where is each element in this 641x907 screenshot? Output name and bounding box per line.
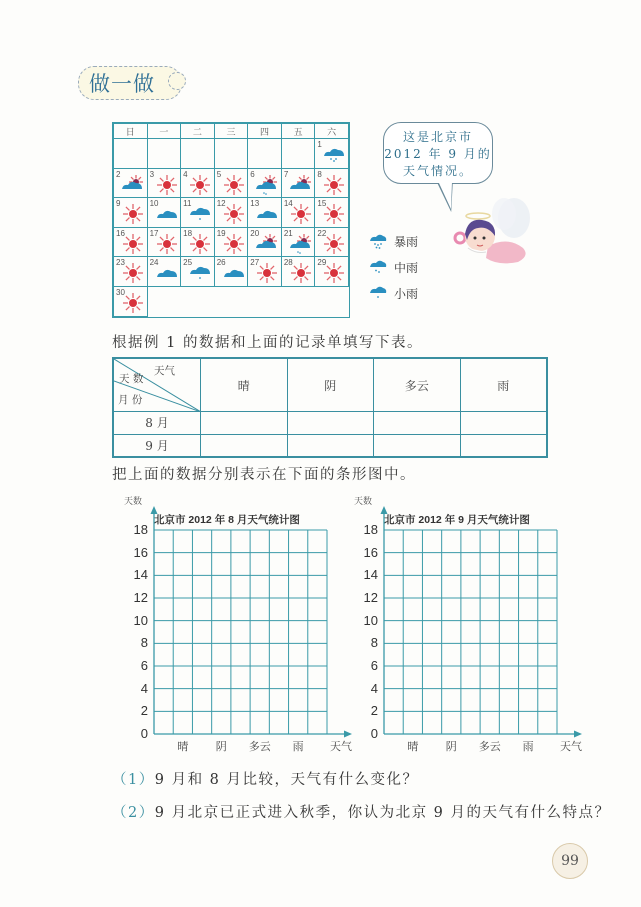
corner-label-days: 天 数 — [119, 373, 144, 385]
calendar-day — [114, 198, 148, 228]
calendar-day — [114, 257, 148, 287]
answer-cell[interactable] — [460, 434, 547, 457]
y-tick-label: 4 — [370, 680, 378, 696]
heavy-rain-icon — [323, 144, 345, 166]
question-1 — [112, 768, 419, 789]
calendar-empty — [214, 139, 248, 169]
sunny-icon — [122, 262, 144, 284]
answer-cell[interactable] — [287, 434, 374, 457]
question-2 — [112, 801, 611, 822]
y-tick-label: 6 — [140, 658, 148, 673]
calendar-day — [281, 257, 315, 287]
day-number: 15 — [317, 199, 327, 209]
x-category-label: 雨 — [522, 740, 534, 753]
y-tick-label: 6 — [370, 658, 378, 673]
calendar-empty — [248, 139, 282, 169]
answer-cell[interactable] — [201, 412, 288, 435]
calendar-empty — [114, 139, 148, 169]
chart-title: 北京市 2012 年 8 月天气统计图 — [154, 514, 300, 526]
day-number: 20 — [250, 228, 260, 238]
column-header-cloudy: 多云 — [374, 359, 461, 412]
day-number: 18 — [183, 228, 193, 238]
chart-august — [112, 494, 352, 764]
y-tick-label: 2 — [370, 703, 378, 719]
y-tick-label: 8 — [140, 635, 148, 651]
calendar-empty — [147, 286, 348, 316]
calendar-day — [315, 198, 349, 228]
calendar-day — [248, 168, 282, 198]
corner-label-weather: 天气 — [154, 365, 175, 377]
calendar-day — [281, 198, 315, 228]
table-row — [114, 412, 547, 435]
sunny-icon — [189, 233, 211, 255]
question-number: （1） — [112, 772, 155, 788]
x-category-label: 多云 — [478, 740, 501, 753]
sunny-icon — [290, 203, 312, 225]
calendar-empty — [281, 139, 315, 169]
day-number: 25 — [183, 258, 193, 268]
sunny-icon — [122, 233, 144, 255]
column-header-sunny: 晴 — [201, 359, 288, 412]
section-badge-label: 做一做 — [89, 72, 155, 96]
day-number: 6 — [250, 169, 255, 179]
y-tick-label: 8 — [370, 635, 378, 651]
calendar-week — [114, 227, 349, 257]
overcast-icon — [156, 203, 178, 225]
weekday-header: 三 — [214, 124, 248, 139]
question-text: 9 月北京已正式进入秋季，你认为北京 9 月的天气有什么特点？ — [154, 805, 611, 821]
day-number: 13 — [250, 199, 260, 209]
day-number: 28 — [283, 258, 293, 268]
light-rain-icon — [189, 203, 211, 225]
sunny-icon — [122, 292, 144, 314]
x-category-label: 晴 — [407, 740, 419, 753]
light-rain-icon — [189, 262, 211, 284]
cloudy-sun-rain-icon — [256, 174, 278, 196]
day-number: 21 — [283, 228, 293, 238]
y-tick-label: 14 — [133, 567, 148, 583]
table-corner-header — [114, 359, 201, 412]
overcast-icon — [156, 262, 178, 284]
x-category-label: 晴 — [177, 740, 189, 753]
day-number: 24 — [149, 258, 159, 268]
sunny-icon — [323, 262, 345, 284]
day-number: 8 — [317, 169, 322, 179]
calendar-day — [248, 227, 282, 257]
section-badge — [78, 66, 182, 100]
table-row — [114, 434, 547, 457]
calendar-week — [114, 139, 349, 169]
calendar-day — [315, 168, 349, 198]
day-number: 7 — [283, 169, 289, 179]
x-category-label: 阴 — [445, 740, 457, 753]
calendar-empty — [147, 139, 181, 169]
calendar-week — [114, 257, 349, 287]
column-header-overcast: 阴 — [287, 359, 374, 412]
legend-item-moderate-rain — [368, 254, 418, 280]
answer-cell[interactable] — [287, 412, 374, 435]
x-category-label: 雨 — [292, 740, 304, 753]
x-axis-label: 天气 — [560, 740, 582, 753]
calendar-empty — [181, 139, 215, 169]
light-rain-icon — [368, 284, 388, 302]
calendar-day — [181, 257, 215, 287]
day-number: 10 — [149, 199, 159, 209]
calendar-day — [147, 198, 181, 228]
sunny-icon — [156, 233, 178, 255]
speech-bubble — [383, 122, 493, 184]
weekday-header: 二 — [181, 124, 215, 139]
question-number: （2） — [112, 805, 155, 821]
y-tick-label: 14 — [363, 567, 378, 583]
page-number-label: 99 — [561, 853, 579, 869]
weekday-header: 四 — [248, 124, 282, 139]
sunny-icon — [223, 174, 245, 196]
day-number: 30 — [116, 287, 125, 297]
sunny-icon — [156, 174, 178, 196]
calendar-day — [181, 227, 215, 257]
sunny-icon — [122, 203, 144, 225]
calendar-day — [114, 227, 148, 257]
sunny-icon — [223, 233, 245, 255]
column-header-rain: 雨 — [460, 359, 547, 412]
row-label-august: 8 月 — [114, 412, 201, 435]
overcast-icon — [256, 203, 278, 225]
weather-calendar — [112, 122, 350, 318]
weekday-header: 一 — [147, 124, 181, 139]
day-number: 9 — [116, 199, 121, 209]
legend-item-light-rain — [368, 280, 418, 306]
day-number: 2 — [116, 169, 121, 179]
day-number: 14 — [283, 199, 293, 209]
answer-cell[interactable] — [374, 434, 461, 457]
rain-legend — [368, 228, 418, 306]
y-tick-label: 2 — [140, 703, 148, 719]
cloudy-sun-icon — [290, 174, 312, 196]
calendar-day — [214, 257, 248, 287]
weekday-header: 六 — [315, 124, 349, 139]
calendar-day — [248, 257, 282, 287]
legend-label: 小雨 — [394, 286, 419, 301]
calendar-week — [114, 198, 349, 228]
sunny-icon — [290, 262, 312, 284]
calendar-day — [114, 168, 148, 198]
y-tick-label: 16 — [133, 544, 148, 560]
sunny-icon — [189, 174, 211, 196]
answer-cell[interactable] — [201, 434, 288, 457]
calendar-day — [315, 139, 349, 169]
calendar-day — [214, 227, 248, 257]
cloudy-sun-rain-icon — [290, 233, 312, 255]
calendar-day — [147, 257, 181, 287]
y-axis-label: 天数 — [124, 497, 143, 507]
overcast-icon — [223, 262, 245, 284]
weekday-header: 日 — [114, 124, 148, 139]
calendar-day — [281, 227, 315, 257]
calendar-day — [147, 227, 181, 257]
y-tick-label: 4 — [140, 680, 148, 696]
calendar-day — [281, 168, 315, 198]
row-label-september: 9 月 — [114, 434, 201, 457]
y-tick-label: 0 — [370, 726, 378, 741]
calendar-day — [181, 198, 215, 228]
answer-cell[interactable] — [460, 412, 547, 435]
cloudy-sun-icon — [256, 233, 278, 255]
instruction-fill-table: 根据例 1 的数据和上面的记录单填写下表。 — [112, 335, 423, 351]
speech-line: 天气情况。 — [402, 164, 473, 178]
sunny-icon — [323, 233, 345, 255]
y-tick-label: 16 — [363, 544, 378, 560]
x-category-label: 阴 — [215, 740, 227, 753]
cloudy-sun-icon — [122, 174, 144, 196]
day-number: 3 — [149, 169, 155, 179]
y-tick-label: 12 — [133, 590, 148, 605]
badge-decoration — [168, 72, 186, 90]
day-number: 22 — [317, 228, 327, 238]
calendar-day — [315, 257, 349, 287]
calendar-day — [114, 286, 148, 316]
calendar-day — [214, 198, 248, 228]
y-tick-label: 12 — [363, 590, 378, 605]
x-category-label: 多云 — [248, 740, 271, 753]
day-number: 27 — [250, 258, 260, 268]
chart-grid[interactable] — [342, 494, 587, 764]
calendar-day — [248, 198, 282, 228]
x-axis-label: 天气 — [330, 740, 352, 753]
weekday-header: 五 — [281, 124, 315, 139]
day-number: 11 — [183, 199, 192, 209]
day-number: 16 — [116, 228, 125, 238]
day-number: 17 — [149, 228, 159, 238]
answer-cell[interactable] — [374, 412, 461, 435]
sunny-icon — [323, 203, 345, 225]
weather-summary-table — [112, 357, 548, 458]
y-tick-label: 10 — [133, 612, 148, 628]
y-tick-label: 0 — [140, 726, 148, 741]
calendar-day — [147, 168, 181, 198]
calendar-day — [181, 168, 215, 198]
day-number: 19 — [216, 228, 226, 238]
day-number: 5 — [216, 169, 222, 179]
day-number: 23 — [116, 258, 125, 268]
day-number: 4 — [183, 169, 188, 179]
y-tick-label: 18 — [363, 522, 378, 537]
instruction-bar-chart: 把上面的数据分别表示在下面的条形图中。 — [112, 467, 416, 483]
day-number: 12 — [216, 199, 226, 209]
sunny-icon — [256, 262, 278, 284]
question-text: 9 月和 8 月比较，天气有什么变化？ — [154, 772, 419, 788]
legend-item-heavy-rain — [368, 228, 418, 254]
heavy-rain-icon — [368, 232, 388, 250]
sunny-icon — [323, 174, 345, 196]
y-tick-label: 18 — [133, 522, 148, 537]
calendar-day — [315, 227, 349, 257]
legend-label: 中雨 — [394, 260, 419, 275]
chart-title: 北京市 2012 年 9 月天气统计图 — [384, 514, 530, 526]
moderate-rain-icon — [368, 258, 388, 276]
calendar-day — [214, 168, 248, 198]
calendar-week — [114, 168, 349, 198]
y-axis-label: 天数 — [354, 497, 373, 507]
day-number: 29 — [317, 258, 327, 268]
y-tick-label: 10 — [363, 612, 378, 628]
day-number: 26 — [216, 258, 226, 268]
chart-grid[interactable] — [112, 494, 357, 764]
calendar-week — [114, 286, 349, 316]
legend-label: 暴雨 — [394, 234, 419, 249]
sunny-icon — [223, 203, 245, 225]
page-number — [552, 843, 588, 879]
speech-line: 这是北京市 — [402, 130, 473, 144]
day-number: 1 — [317, 140, 322, 149]
chart-september — [342, 494, 582, 764]
speech-line: 2012 年 9 月的 — [384, 147, 492, 161]
corner-label-month: 月 份 — [118, 394, 143, 406]
angel-girl-illustration — [448, 196, 538, 276]
